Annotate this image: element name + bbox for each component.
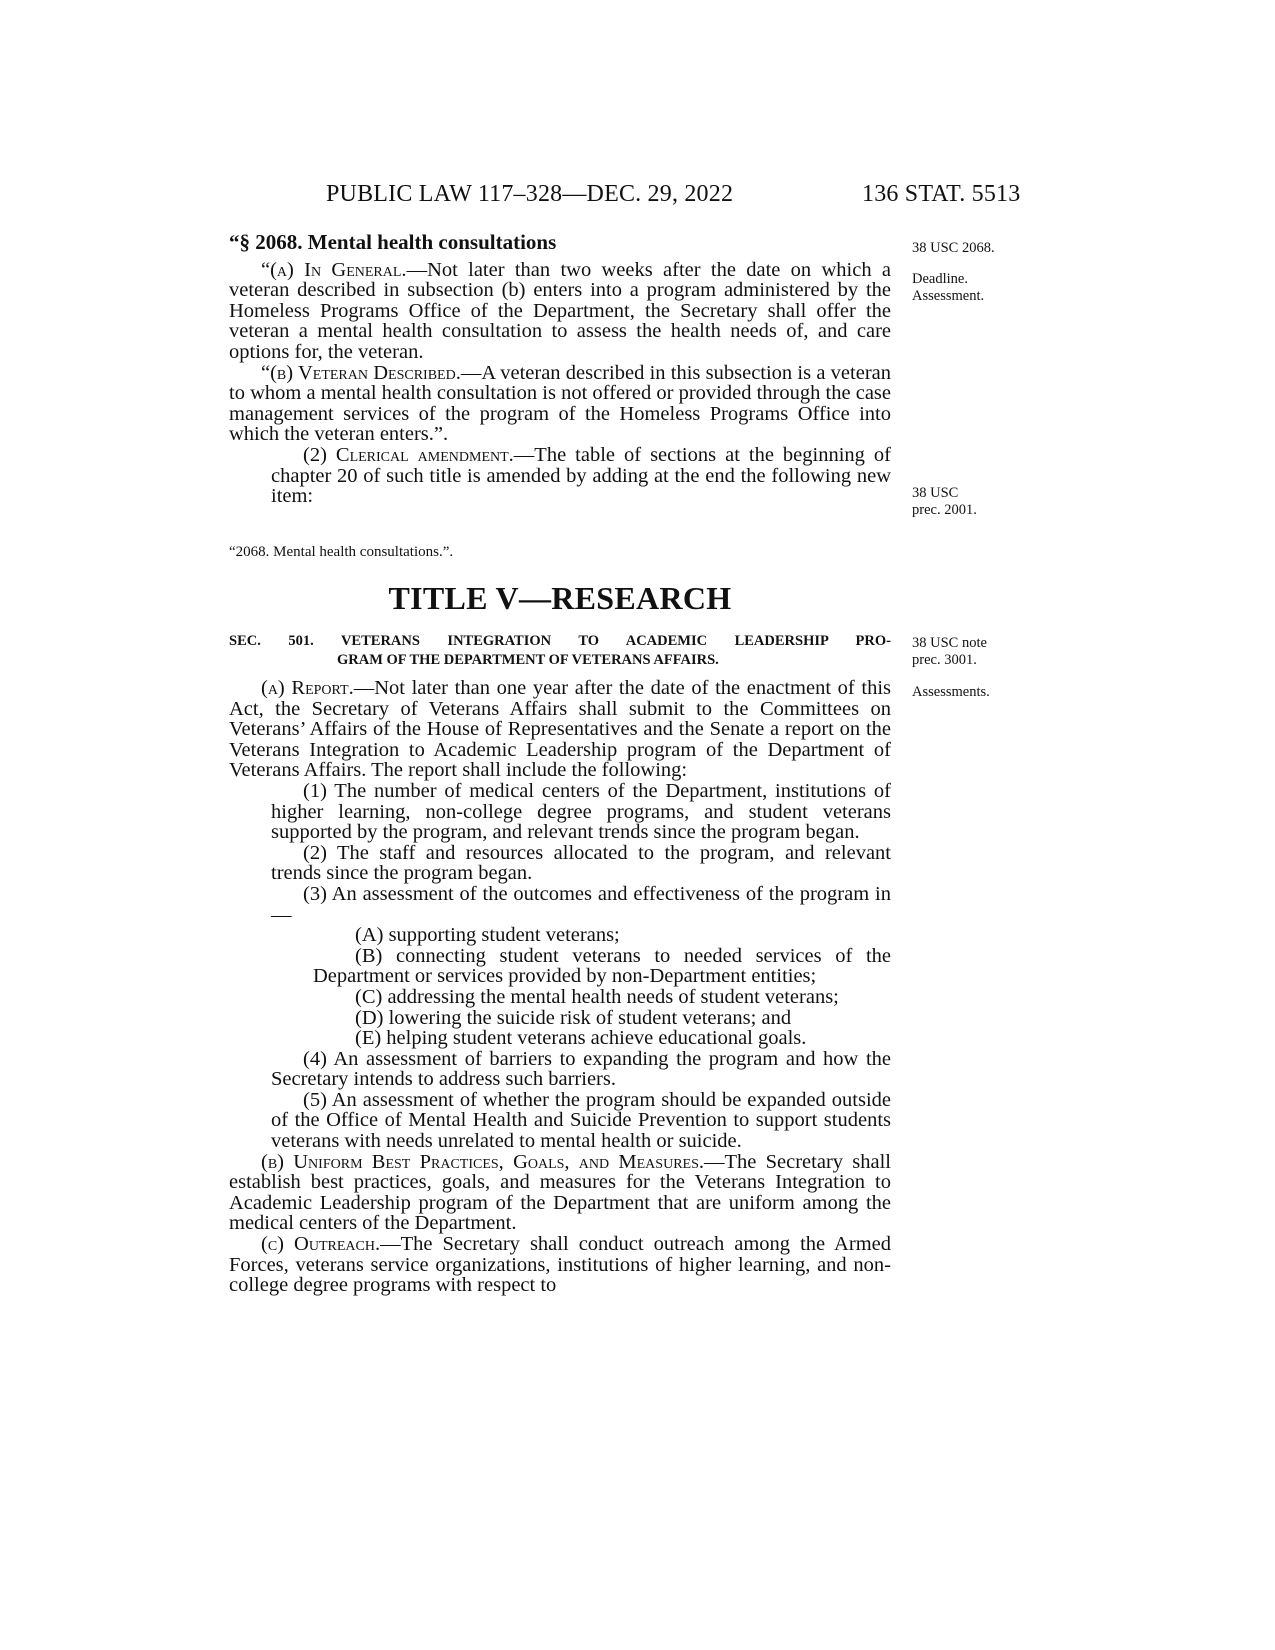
subsection-b: “(b) Veteran Described.—A veteran described in this subsection is a veteran to whom a mental health consultation is not offered or provided through the case management services of the program of the Homeless Programs Office into which the veteran enters.”.: [229, 361, 891, 446]
margin-note-38usc2068: 38 USC 2068.: [912, 240, 995, 256]
sec501-c-label: (c) Outreach.: [261, 1233, 381, 1256]
sec501-subsection-b: (b) Uniform Best Practices, Goals, and Measures.—The Secretary shall establish best practices, goals, and measures for the Veterans Integration to Academic Leadership program of the Department that are uniform among the medical centers of the Department.: [229, 1150, 892, 1235]
margin-note-deadline: Deadline.: [912, 271, 968, 287]
subparagraph-b: (B) connecting student veterans to needed services of the Department or services provided by non-Department entities;: [313, 944, 891, 988]
subparagraph-e: (E) helping student veterans achieve educational goals.: [355, 1027, 807, 1050]
clerical-label: (2) Clerical amendment.: [303, 443, 514, 466]
subparagraph-a: (A) supporting student veterans;: [355, 924, 620, 947]
sec501-b-label: (b) Uniform Best Practices, Goals, and Measures.: [261, 1150, 704, 1173]
section-501-body: [229, 678, 891, 1296]
margin-note-38usc-note: 38 USC note: [912, 635, 987, 651]
subparagraph-d: (D) lowering the suicide risk of student veterans; and: [355, 1006, 792, 1029]
sec-501-heading: SEC. 501. VETERANS INTEGRATION TO ACADEMIC LEADERSHIP PRO- GRAM OF THE DEPARTMENT OF VETERANS AFFAIRS.: [229, 633, 891, 668]
paragraph-5: (5) An assessment of whether the program should be expanded outside of the Office of Mental Health and Suicide Prevention to support students veterans with needs unrelated to mental health or suicide.: [271, 1088, 891, 1153]
running-header-stat: 136 STAT. 5513: [862, 181, 1021, 207]
section-2068-heading: “§ 2068. Mental health consultations: [229, 230, 557, 254]
clerical-amendment: (2) Clerical amendment.—The table of sections at the beginning of chapter 20 of such title is amended by adding at the end the following new item:: [271, 443, 891, 508]
margin-note-assessments: Assessments.: [912, 684, 990, 700]
subsection-b-label: “(b) Veteran Described.: [261, 361, 461, 384]
running-header-law: PUBLIC LAW 117–328—DEC. 29, 2022: [326, 181, 734, 207]
sec501-subsection-a: (a) Report.—Not later than one year after the date of the enactment of this Act, the Secretary of Veterans Affairs shall submit to the Committees on Veterans’ Affairs of the House of Representatives and the Senate a report on the Veterans Integration to Academic Leadership program of the Department of Veterans Affairs. The report shall include the following:: [229, 677, 891, 782]
subsection-a: “(a) In General.—Not later than two weeks after the date on which a veteran described in subsection (b) enters into a program administered by the Homeless Programs Office of the Department, the Secretary shall offer the veteran a mental health consultation to assess the health needs of, and care options for, the veteran.: [229, 258, 891, 363]
sec501-subsection-c: (c) Outreach.—The Secretary shall conduct outreach among the Armed Forces, veterans service organizations, institutions of higher learning, and non-college degree programs with respect to: [229, 1233, 891, 1297]
margin-note-prec3001: prec. 3001.: [912, 652, 977, 668]
paragraph-2: (2) The staff and resources allocated to the program, and relevant trends since the program began.: [271, 841, 891, 885]
subsection-a-label: “(a) In General.: [261, 258, 407, 281]
paragraph-4: (4) An assessment of barriers to expanding the program and how the Secretary intends to address such barriers.: [271, 1047, 891, 1091]
margin-note-assessment: Assessment.: [912, 288, 985, 304]
subparagraph-c: (C) addressing the mental health needs of student veterans;: [355, 985, 839, 1008]
paragraph-3: (3) An assessment of the outcomes and effectiveness of the program in—: [271, 882, 891, 926]
margin-note-prec2001: prec. 2001.: [912, 502, 977, 518]
table-new-item: “2068. Mental health consultations.”.: [229, 544, 454, 560]
title-v-heading: TITLE V—RESEARCH: [388, 580, 732, 616]
margin-note-38usc-a: 38 USC: [912, 485, 959, 501]
paragraph-1: (1) The number of medical centers of the Department, institutions of higher learning, non-college degree programs, and student veterans supported by the program, and relevant trends since the program began.: [271, 779, 891, 844]
section-2068: [229, 232, 891, 507]
sec501-a-label: (a) Report.: [261, 677, 354, 699]
